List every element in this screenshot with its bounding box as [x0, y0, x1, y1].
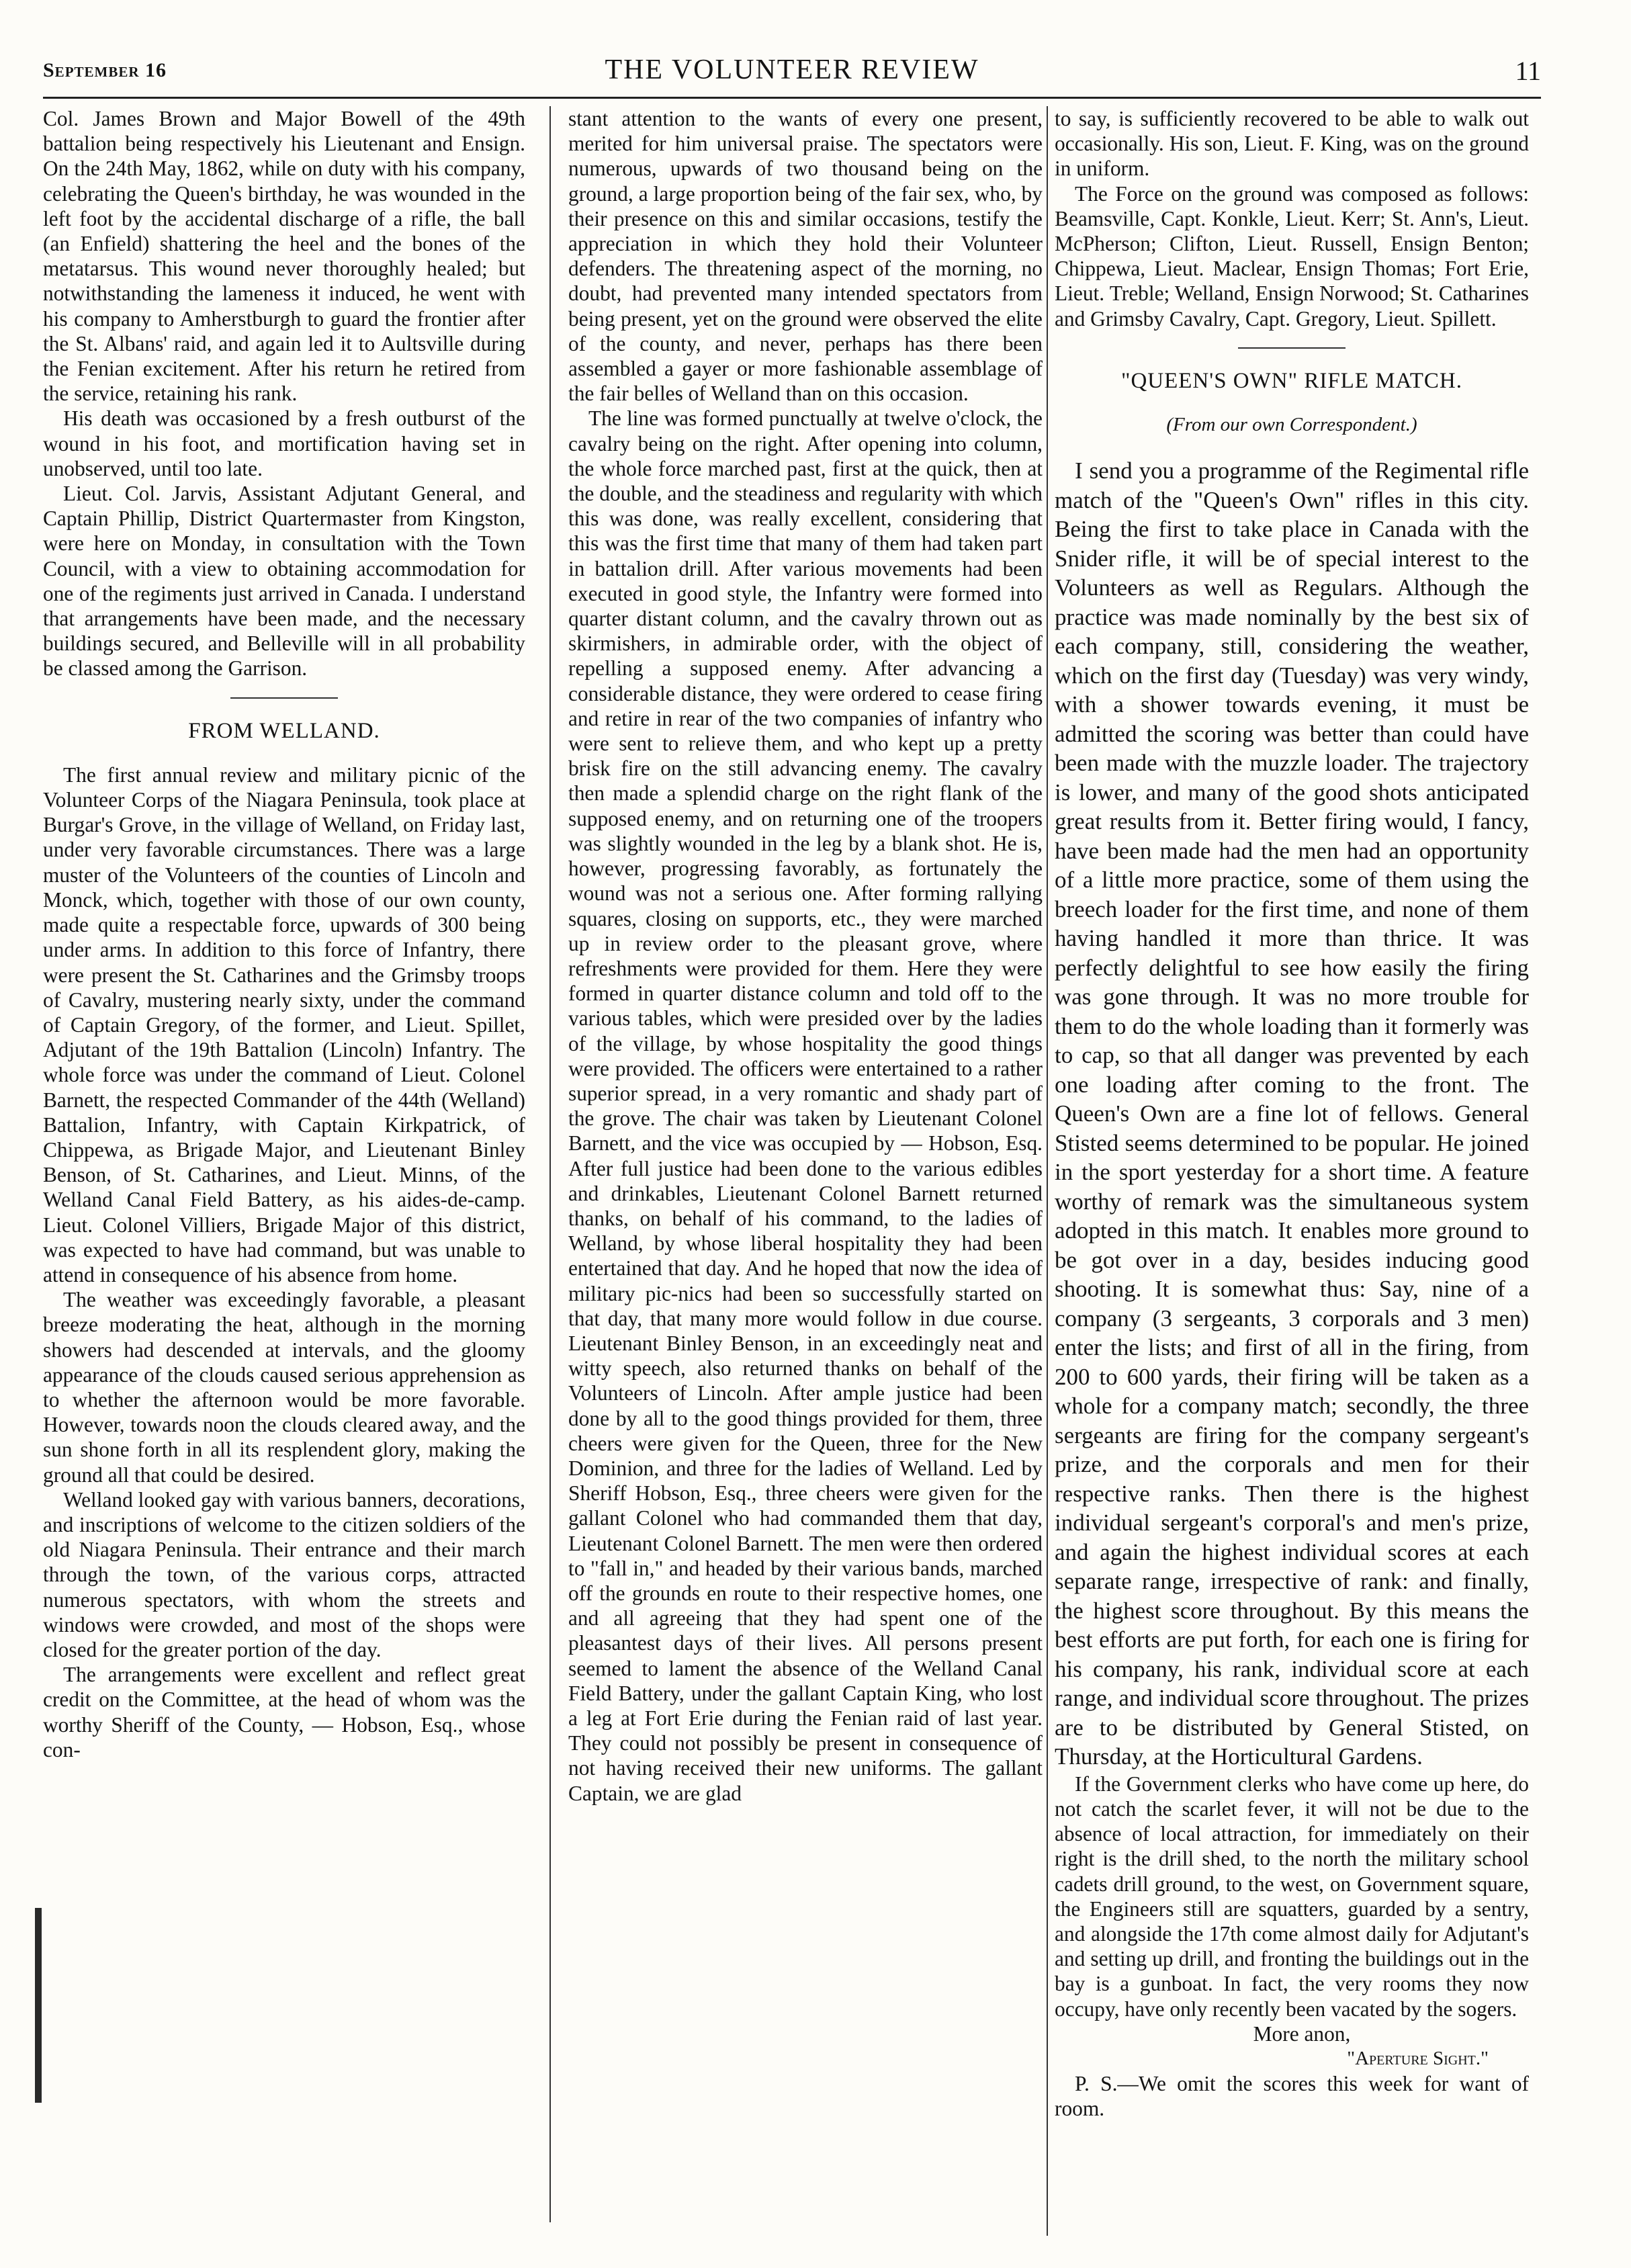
article-paragraph: The Force on the ground was composed as follows: Beamsville, Capt. Konkle, Lieut. Kerr; St. Ann's, Lieut. McPherson; Clifton, Lieut. Russell, Ensign Benton; Chippewa, Lieut. Maclear, Ensign Thomas; Fort Erie, Lieut. Treble; Welland, Ensign Norwood; St. Catharines and Grimsby Cavalry, Capt. Gregory, Lieut. Spillett.: [1055, 181, 1529, 331]
column-2: [568, 106, 1043, 1806]
section-rule: [1238, 347, 1346, 349]
article-paragraph: stant attention to the wants of every one present, merited for him universal praise. The spectators were numerous, upwards of two thousand being on the ground, a large proportion being of the fair sex, who, by their presence on this and similar occasions, testify the appreciation in which they hold their Volunteer defenders. The threatening aspect of the morning, no doubt, had prevented many intended spectators from being present, yet on the ground were observed the elite of the county, and never, perhaps has there been assembled a gayer or more fashionable assemblage of the fair belles of Welland than on this occasion.: [568, 107, 1043, 406]
publication-title: THE VOLUNTEER REVIEW: [605, 54, 979, 85]
article-paragraph: The first annual review and military picnic of the Volunteer Corps of the Niagara Peninsula, took place at Burgar's Grove, in the village of Welland, on Friday last, under very favorable circumstances. There was a large muster of the Volunteers of the counties of Lincoln and Monck, which, together with those of our own county, made quite a respectable force, upwards of 300 being under arms. In addition to this force of Infantry, there were present the St. Catharines and the Grimsby troops of Cavalry, mustering nearly sixty, under the command of Captain Gregory, of the former, and Lieut. Spillet, Adjutant of the 19th Battalion (Lincoln) Infantry. The whole force was under the command of Lieut. Colonel Barnett, the respected Commander of the 44th (Welland) Battalion, Infantry, with Captain Kirkpatrick, of Chippewa, as Brigade Major, and Lieutenant Binley Benson, of St. Catharines, and Lieut. Minns, of the Welland Canal Field Battery, as his aides-de-camp. Lieut. Colonel Villiers, Brigade Major of this district, was expected to have had command, but was unable to attend in consequence of his absence from home.: [43, 762, 525, 1286]
issue-date: September 16: [43, 59, 167, 81]
section-heading-welland: FROM WELLAND.: [188, 718, 380, 743]
page-header: [43, 47, 1541, 94]
article-paragraph: If the Government clerks who have come up here, do not catch the scarlet fever, it will not be due to the absence of local attraction, for immediately on their right is the drill shed, to the north the military school cadets drill ground, to the west, on Government square, the Engineers still are squatters, guarded by a sentry, and alongside the 17th come almost daily for Adjutant's and setting up drill, and fronting the buildings out in the bay is a gunboat. In fact, the very rooms they now occupy, have only recently been vacated by the sogers.: [1055, 1772, 1529, 2021]
article-paragraph: I send you a programme of the Regimental rifle match of the "Queen's Own" rifles in this city. Being the first to take place in Canada with the Snider rifle, it will be of special interest to the Volunteers as well as Regulars. Although the practice was made nominally by the best six of each company, still, considering the weather, which on the first day (Tuesday) was very windy, with a shower towards evening, it must be admitted the scoring was better than could have been made with the muzzle loader. The trajectory is lower, and many of the good shots anticipated great results from it. Better firing would, I fancy, have been made had the men had an opportunity of a little more practice, some of them using the breech loader for the first time, and none of them having handled it more than thrice. It was perfectly delightful to see how easily the firing was gone through. It was no more trouble for them to do the whole loading than it formerly was to cap, so that all danger was prevented by each one loading after coming to the front. The Queen's Own are a fine lot of fellows. General Stisted seems determined to be popular. He joined in the sport yesterday for a short time. A feature worthy of remark was the simultaneous system adopted in this match. It enables more ground to be got over in a day, besides inducing good shooting. It is somewhat thus: Say, nine of a company (3 sergeants, 3 corporals and 3 men) enter the lists; and first of all in the firing, from 200 to 600 yards, their firing will be taken as a whole for a company match; secondly, the three sergeants are firing for the company sergeant's prize, and the corporals and men for their respective ranks. Then there is the highest individual sergeant's corporal's and men's prize, and again the highest individual scores at each separate range, irrespective of rank: and finally, the highest score throughout. By this means the best efforts are put forth, for each one is firing for his company, his rank, individual score at each range, and individual score throughout. The prizes are to be distributed by General Stisted, on Thursday, at the Horticultural Gardens.: [1055, 457, 1529, 1770]
section-heading-rifle-match: "QUEEN'S OWN" RIFLE MATCH.: [1120, 368, 1463, 393]
column-divider-2: [1047, 106, 1048, 2236]
column-divider-1: [549, 106, 551, 2222]
correspondent-byline: (From our own Correspondent.): [1166, 414, 1417, 436]
article-paragraph: to say, is sufficiently recovered to be able to walk out occasionally. His son, Lieut. F. King, was on the ground in uniform.: [1055, 107, 1529, 181]
article-paragraph: Lieut. Col. Jarvis, Assistant Adjutant General, and Captain Phillip, District Quartermaster from Kingston, were here on Monday, in consultation with the Town Council, with a view to obtaining accommodation for one of the regiments just arrived in Canada. I understand that arrangements have been made, and the necessary buildings secured, and Belleville will in all probability be classed among the Garrison.: [43, 482, 525, 681]
closing-line: More anon,: [1253, 2021, 1351, 2046]
column-1: [43, 106, 525, 1762]
signature: "Aperture Sight.": [1347, 2047, 1489, 2069]
article-paragraph: His death was occasioned by a fresh outburst of the wound in his foot, and mortification having set in unobserved, until too late.: [43, 406, 525, 480]
article-paragraph: The weather was exceedingly favorable, a pleasant breeze moderating the heat, although in the morning showers had descended at intervals, and the gloomy appearance of the clouds caused serious apprehension as to whether the afternoon would be more favorable. However, towards noon the clouds cleared away, and the sun shone forth in all its resplendent glory, making the ground all that could be desired.: [43, 1288, 525, 1487]
article-paragraph: The arrangements were excellent and reflect great credit on the Committee, at the head of whom was the worthy Sheriff of the County, — Hobson, Esq., whose con-: [43, 1663, 525, 1761]
article-paragraph: Welland looked gay with various banners, decorations, and inscriptions of welcome to the citizen soldiers of the old Niagara Peninsula. Their entrance and their march through the town, of the various corps, attracted numerous spectators, with whom the streets and windows were crowded, and most of the shops were closed for the greater portion of the day.: [43, 1487, 525, 1661]
header-rule: [43, 97, 1541, 99]
article-paragraph: Col. James Brown and Major Bowell of the 49th battalion being respectively his Lieutenant and Ensign. On the 24th May, 1862, while on duty with his company, celebrating the Queen's birthday, he was wounded in the left foot by the accidental discharge of a rifle, the ball (an Enfield) shattering the heel and the bones of the metatarsus. This wound never thoroughly healed; but notwithstanding the lameness it induced, he went with his company to Amherstburgh to guard the frontier after the St. Albans' raid, and again led it to Aultsville during the Fenian excitement. After his return he retired from the service, retaining his rank.: [43, 107, 525, 406]
margin-marker: [35, 1908, 42, 2103]
section-rule: [230, 697, 338, 699]
page-number: 11: [1515, 56, 1541, 86]
postscript: P. S.—We omit the scores this week for want of room.: [1055, 2072, 1529, 2121]
article-paragraph: The line was formed punctually at twelve o'clock, the cavalry being on the right. After opening into column, the whole force marched past, first at the quick, then at the double, and the steadiness and regularity with which this was done, was really excellent, considering that this was the first time that many of them had taken part in battalion drill. After various movements had been executed in good style, the Infantry were formed into quarter distant column, and the cavalry thrown out as skirmishers, in admirable order, with the object of repelling a supposed enemy. After advancing a considerable distance, they were ordered to cease firing and retire in rear of the two companies of infantry who were sent to relieve them, and who kept up a pretty brisk fire on the still advancing enemy. The cavalry then made a splendid charge on the right flank of the supposed enemy, and on returning one of the troopers was slightly wounded in the leg by a blank shot. He is, however, progressing favorably, as fortunately the wound was not a serious one. After forming rallying squares, closing on supports, etc., they were marched up in review order to the pleasant grove, where refreshments were provided for them. Here they were formed in quarter distance column and told off to the various tables, which were presided over by the ladies of the village, by whose hospitality the good things were provided. The officers were entertained to a rather superior spread, in a very romantic and shady part of the grove. The chair was taken by Lieutenant Colonel Barnett, and the vice was occupied by — Hobson, Esq. After full justice had been done to the various edibles and drinkables, Lieutenant Colonel Barnett returned thanks, on behalf of his command, to the ladies of Welland, by whose liberal hospitality they had been entertained that day. And he hoped that now the idea of military pic-nics had been so successfully started on that day, that many more would follow in due course. Lieutenant Binley Benson, in an exceedingly neat and witty speech, also returned thanks on behalf of the Volunteers of Lincoln. After ample justice had been done by all to the good things provided for them, three cheers were given for the Queen, three for the New Dominion, and three for the ladies of Welland. Led by Sheriff Hobson, Esq., three cheers were given for the gallant Colonel who had commanded them that day, Lieutenant Colonel Barnett. The men were then ordered to "fall in," and headed by their various bands, marched off the grounds en route to their respective homes, one and all agreeing that they had spent one of the pleasantest days of their lives. All persons present seemed to lament the absence of the Welland Canal Field Battery, under the gallant Captain King, who lost a leg at Fort Erie during the Fenian raid of last year. They could not possibly be present in consequence of not having received their new uniforms. The gallant Captain, we are glad: [568, 406, 1043, 1805]
column-3: [1055, 106, 1529, 2122]
